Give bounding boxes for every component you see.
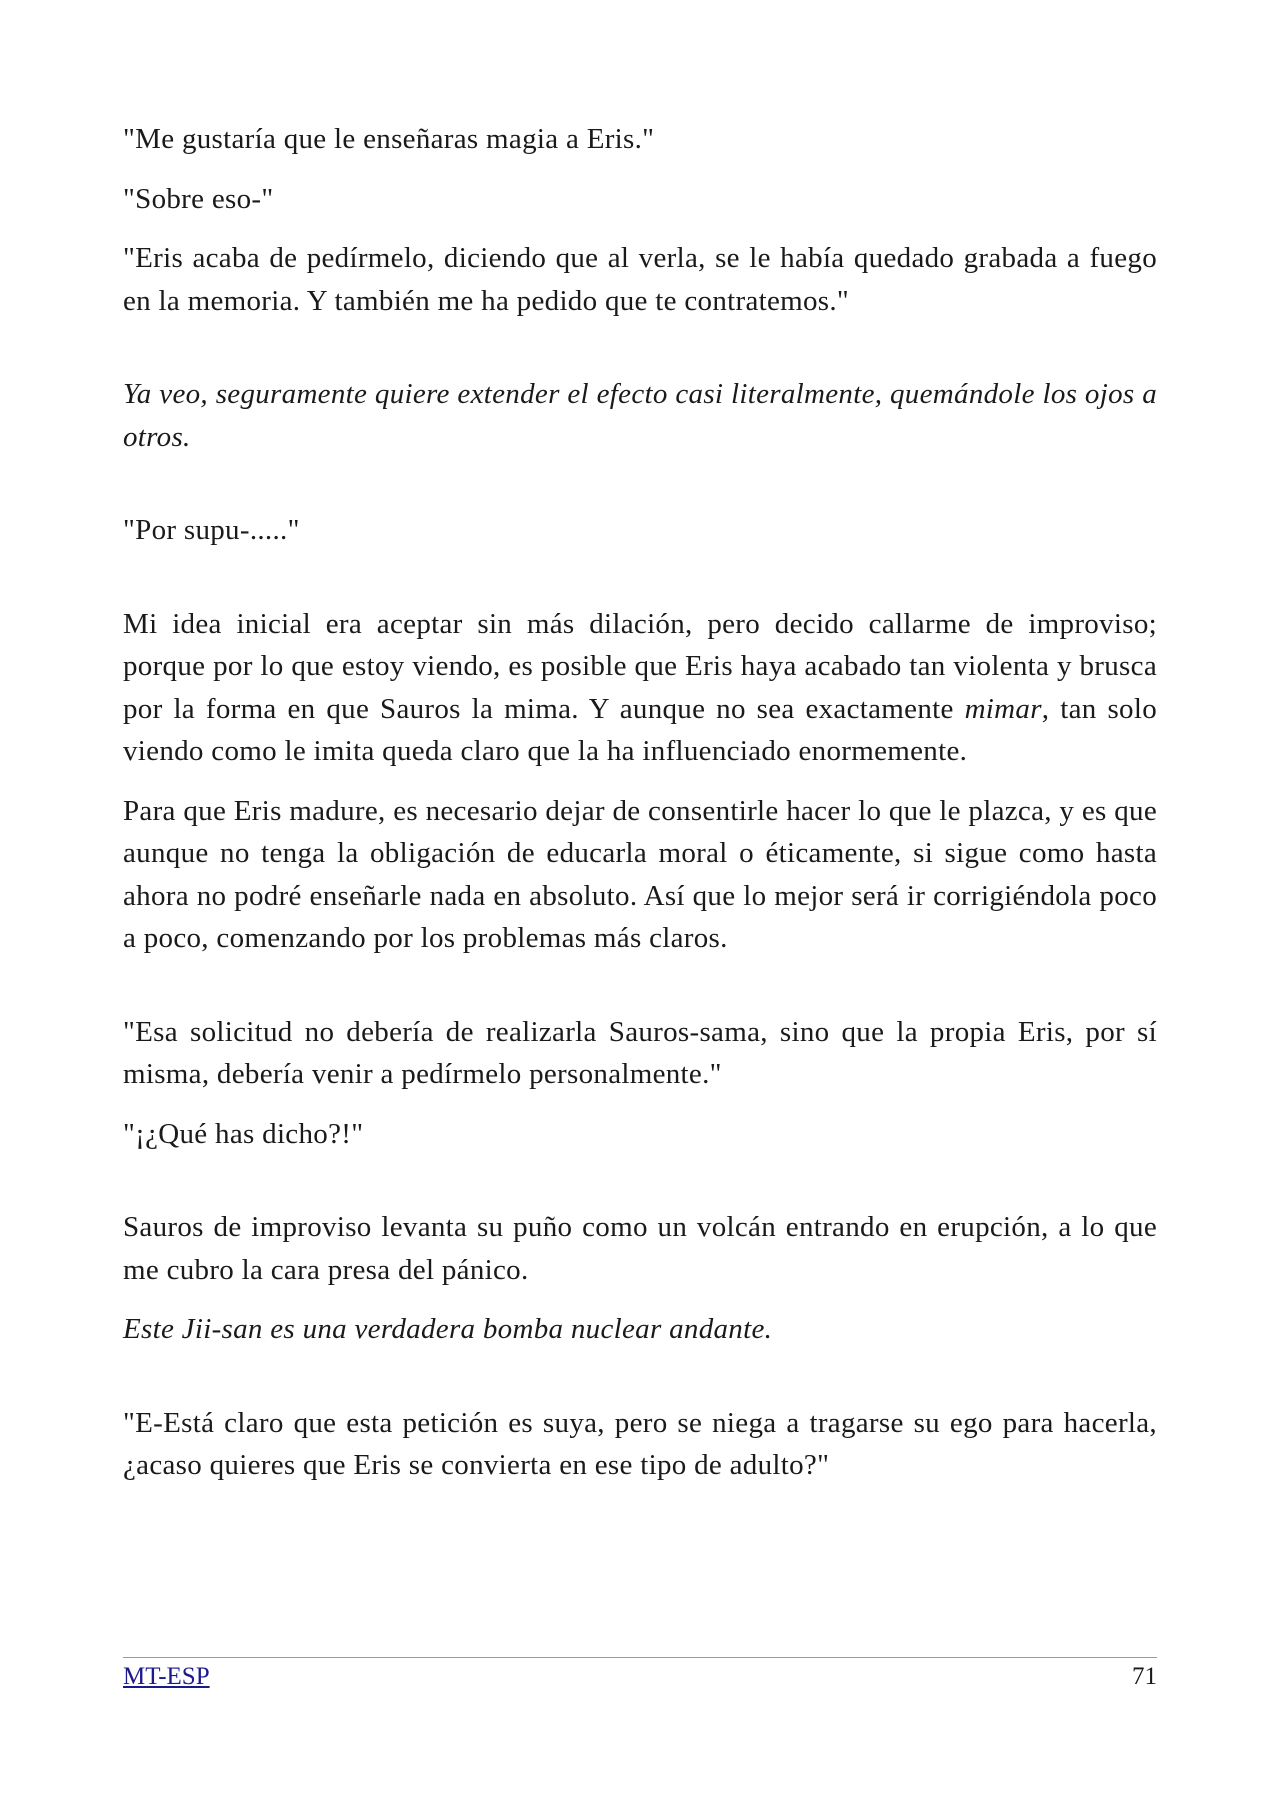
page-body: [123, 118, 1157, 1487]
paragraph-dialogue: "¡¿Qué has dicho?!": [123, 1117, 364, 1150]
page-number: 71: [1132, 1663, 1157, 1690]
paragraph-dialogue: "E-Está claro que esta petición es suya, pero se niega a tragarse su ego para hacerla, ¿acaso quieres que Eris se convierta en ese tipo de adulto?": [123, 1406, 1157, 1481]
paragraph-dialogue: "Sobre eso-": [123, 182, 274, 215]
paragraph-dialogue: "Por supu-.....": [123, 514, 300, 546]
paragraph-thought: Ya veo, seguramente quiere extender el efecto casi literalmente, quemándole los ojos a otros.: [123, 378, 1157, 453]
paragraph-narration: Sauros de improviso levanta su puño como un volcán entrando en erupción, a lo que me cubro la cara presa del pánico.: [123, 1211, 1157, 1286]
paragraph-thought: Este Jii-san es una verdadera bomba nuclear andante.: [123, 1313, 773, 1345]
paragraph-narration: [123, 603, 1157, 773]
emphasis-word: mimar: [964, 692, 1042, 725]
paragraph-dialogue: "Esa solicitud no debería de realizarla Sauros-sama, sino que la propia Eris, por sí misma, debería venir a pedírmelo personalmente.": [123, 1015, 1157, 1090]
narration-text: , tan solo viendo como le imita queda claro que la ha influenciado enormemente.: [123, 692, 1157, 767]
paragraph-narration: Para que Eris madure, es necesario dejar de consentirle hacer lo que le plazca, y es que aunque no tenga la obligación de educarla moral o éticamente, si sigue como hasta ahora no podré enseñarle nada en absoluto. Así que lo mejor será ir corrigiéndola poco a poco, comenzando por los problemas más claros.: [123, 794, 1157, 954]
page-footer: [123, 1657, 1157, 1692]
narration-text: Mi idea inicial era aceptar sin más dilación, pero decido callarme de improviso; porque por lo que estoy viendo, es posible que Eris haya acabado tan violenta y brusca por la forma en que Sauros la mima. Y aunque no sea exactamente: [123, 607, 1157, 725]
paragraph-dialogue: "Me gustaría que le enseñaras magia a Eris.": [123, 123, 655, 155]
paragraph-dialogue: "Eris acaba de pedírmelo, diciendo que al verla, se le había quedado grabada a fuego en la memoria. Y también me ha pedido que te contratemos.": [123, 242, 1157, 317]
footer-brand-link[interactable]: MT-ESP: [123, 1663, 210, 1690]
